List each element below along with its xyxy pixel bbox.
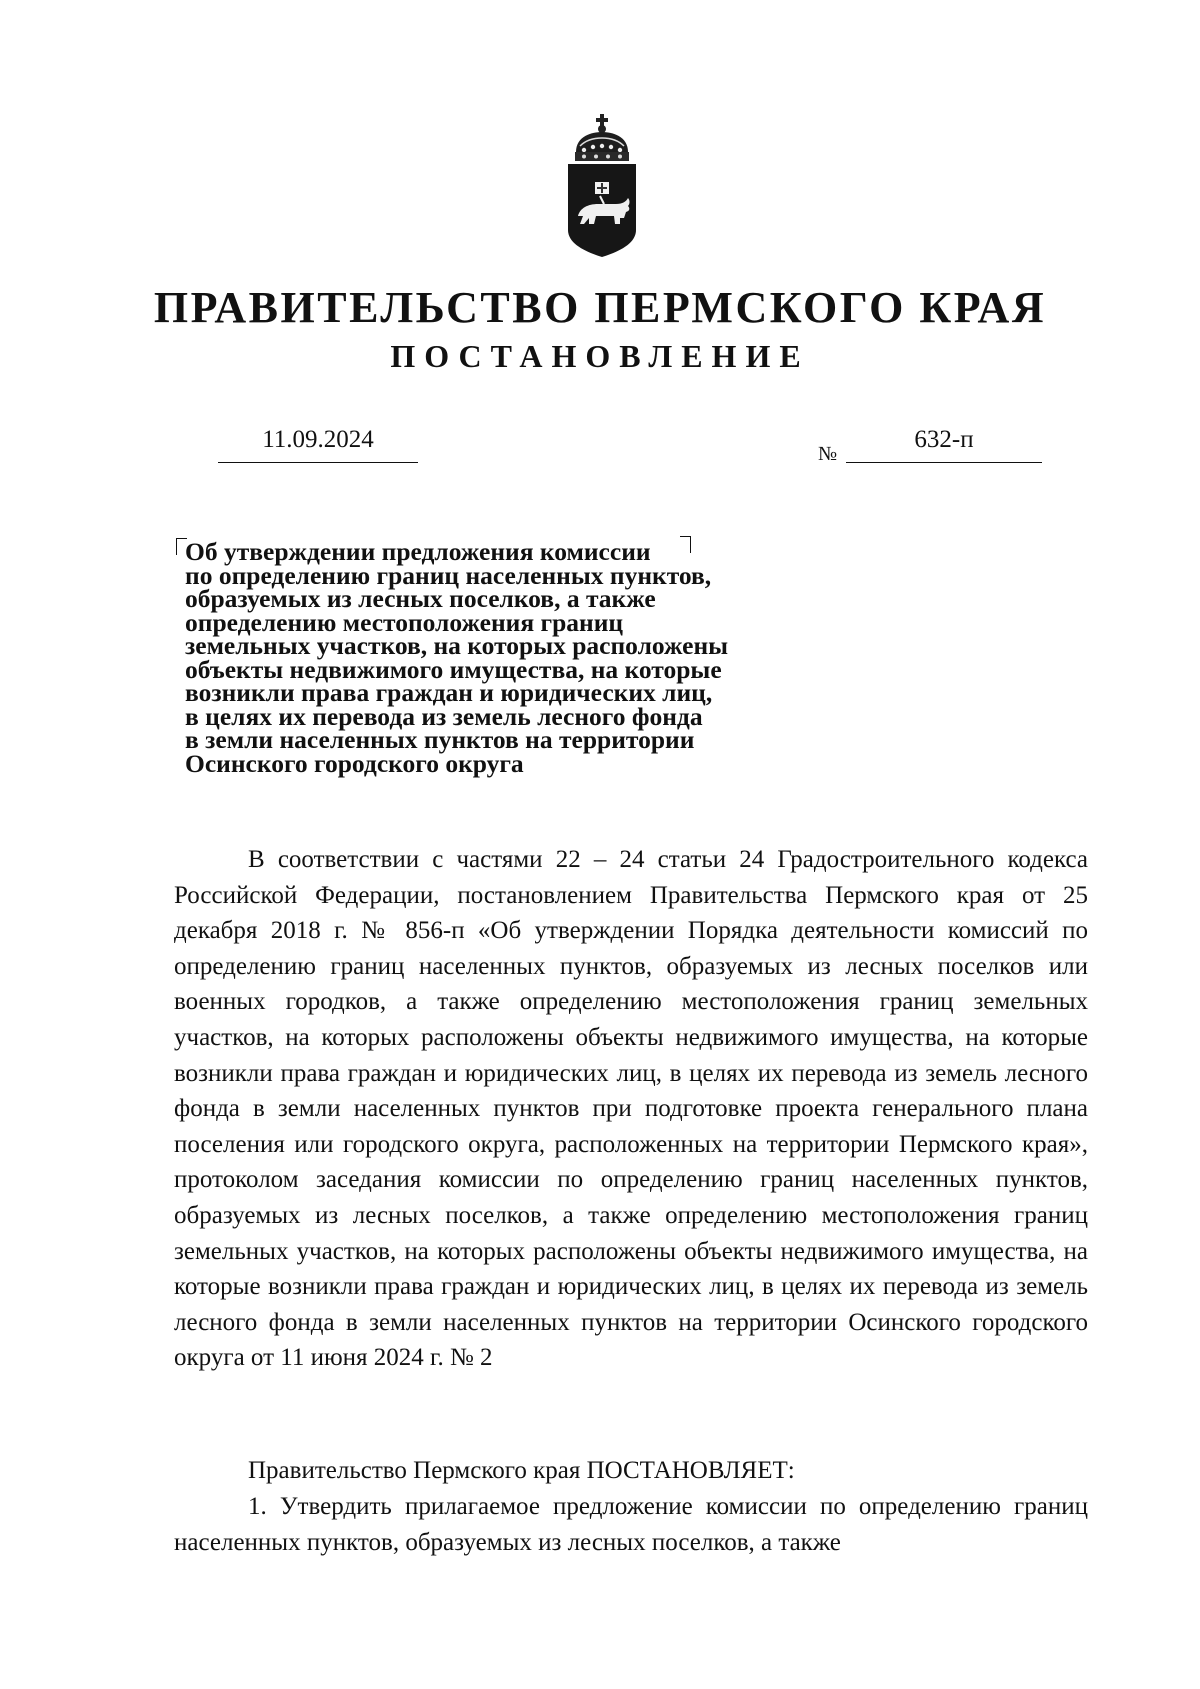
subject-line: земельных участков, на которых расположены <box>185 631 729 660</box>
subject-line: образуемых из лесных поселков, а также <box>185 584 656 613</box>
preamble-paragraph: В соответствии с частями 22 – 24 статьи 24 Градостроительного кодекса Российской Федерации, постановлением Правительства Пермского края от 25 декабря 2018 г. № 856-п «Об утверждении Порядка деятельности комиссий по определению границ населенных пунктов, образуемых из лесных поселков или военных городков, а также определению местоположения границ земельных участков, на которых расположены объекты недвижимого имущества, на которые возникли права граждан и юридических лиц, в целях их перевода из земель лесного фонда в земли населенных пунктов при подготовке проекта генерального плана поселения или городского округа, расположенных на территории Пермского края», протоколом заседания комиссии по определению границ населенных пунктов, образуемых из лесных поселков, а также определению местоположения границ земельных участков, на которых расположены объекты недвижимого имущества, на которые возникли права граждан и юридических лиц, в целях их перевода из земель лесного фонда в земли населенных пунктов на территории Осинского городского округа от 11 июня 2024 г. № 2 <box>174 846 1088 1372</box>
document-subject <box>185 537 825 778</box>
number-underline <box>846 462 1042 463</box>
document-type: ПОСТАНОВЛЕНИЕ <box>390 338 810 374</box>
document-number: 632-п <box>914 426 974 453</box>
date-underline <box>218 462 418 463</box>
subject-line: объекты недвижимого имущества, на которые <box>185 654 722 684</box>
subject-line: определению местоположения границ <box>185 607 624 637</box>
number-sign: № <box>818 443 838 465</box>
subject-line: в целях их перевода из земель лесного фонда <box>185 701 703 731</box>
coat-of-arms-emblem <box>562 112 642 262</box>
subject-line: возникли права граждан и юридических лиц, <box>185 678 713 707</box>
subject-line: по определению границ населенных пунктов, <box>185 560 712 590</box>
item-1-paragraph: 1. Утвердить прилагаемое предложение комиссии по определению границ населенных пунктов, образуемых из лесных поселков, а также <box>174 1493 1088 1556</box>
subject-line: Осинского городского округа <box>185 748 524 778</box>
document-date: 11.09.2024 <box>262 426 374 453</box>
government-title: ПРАВИТЕЛЬСТВО ПЕРМСКОГО КРАЯ <box>153 283 1047 332</box>
subject-line: в земли населенных пунктов на территории <box>185 725 695 754</box>
decree-statement: Правительство Пермского края ПОСТАНОВЛЯЕТ: <box>248 1457 795 1484</box>
subject-line: Об утверждении предложения комиссии <box>185 537 651 566</box>
